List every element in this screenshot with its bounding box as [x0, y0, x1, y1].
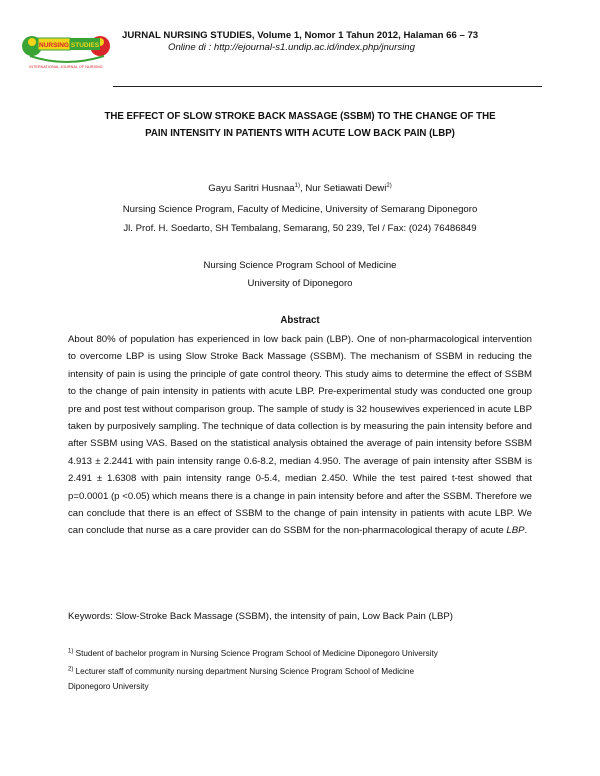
- journal-url: Online di : http://ejournal-s1.undip.ac.id/index.php/jnursing: [168, 42, 415, 53]
- abstract-end: .: [524, 525, 528, 537]
- abstract-italic: LBP: [506, 525, 525, 537]
- journal-citation: JURNAL NURSING STUDIES, Volume 1, Nomor 1 Tahun 2012, Halaman 66 – 73: [122, 30, 479, 41]
- journal-logo: [20, 22, 110, 96]
- logo-word2: STUDIES: [70, 42, 100, 49]
- footnote-1-text: Student of bachelor program in Nursing Science Program School of Medicine Diponegoro University: [73, 649, 438, 658]
- footnote-1-mark: 1): [68, 648, 74, 655]
- footnote-2-text-line-2: Diponegoro University: [68, 682, 149, 691]
- title-line-1: THE EFFECT OF SLOW STROKE BACK MASSAGE (SSBM) TO THE CHANGE OF THE: [104, 111, 496, 122]
- abstract-body: [68, 331, 532, 540]
- address: Jl. Prof. H. Soedarto, SH Tembalang, Semarang, 50 239, Tel / Fax: (024) 76486849: [123, 223, 477, 234]
- paper-title: [68, 108, 532, 142]
- title-line-2: PAIN INTENSITY IN PATIENTS WITH ACUTE LOW BACK PAIN (LBP): [145, 128, 455, 139]
- author-2-mark: 2): [386, 182, 392, 189]
- abstract-text: About 80% of population has experienced in low back pain (LBP). One of non-pharmacological intervention to overcome LBP is using Slow Stroke Back Massage (SSBM). The mechanism of SSBM in reducing the intensity of pain is using the principle of gate control theory. This study aims to determine the effect of SSBM to the change of pain intensity in patients with acute LBP. Pre-experimental study was conducted one group pre and post test without comparison group. The sample of study is 32 housewives experienced in acute LBP taken by purposively sampling. The technique of data collection is by measuring the pain intensity before and after SSBM using VAS. Based on the statistical analysis obtained the average of pain intensity before SSBM 4.913 ± 2.2441 with pain intensity range 0.6-8.2, median 4.950. The average of pain intensity after SSBM is 2.491 ± 1.6308 with pain intensity range 0-5.4, median 2.450. While the test paired t-test showed that p=0.0001 (p <0.05) which means there is a change in pain intensity before and after the SSBM. Therefore we can conclude that there is an effect of SSBM to the change of pain intensity in patients with acute LBP. We can conclude that nurse as a care provider can do SSBM for the non-pharmacological therapy of acute: [68, 334, 532, 537]
- affiliation-2-line-1: Nursing Science Program School of Medicine: [203, 260, 397, 271]
- logo-swoosh: [30, 56, 104, 62]
- footnote-2: [68, 664, 414, 694]
- affiliation-1: Nursing Science Program, Faculty of Medicine, University of Semarang Diponegoro: [122, 204, 478, 215]
- author-1-mark: 1): [294, 182, 300, 189]
- logo-subtitle: INTERNATIONAL JOURNAL OF NURSING: [29, 65, 103, 69]
- author-1: Gayu Saritri Husnaa: [208, 183, 295, 194]
- logo-figure-left-head: [28, 38, 36, 46]
- footnote-2-text: Lecturer staff of community nursing department Nursing Science Program School of Medicine: [73, 667, 415, 676]
- abstract-heading: Abstract: [280, 315, 320, 326]
- logo-word1: NURSING: [39, 42, 69, 49]
- journal-logo-graphic: [20, 22, 110, 96]
- header-divider: [113, 86, 542, 87]
- authors: [40, 183, 560, 194]
- footnote-2-mark: 2): [68, 666, 74, 673]
- footnote-1: [68, 646, 438, 661]
- author-2: , Nur Setiawati Dewi: [300, 183, 387, 194]
- keywords: Keywords: Slow-Stroke Back Massage (SSBM), the intensity of pain, Low Back Pain (LBP): [68, 611, 453, 622]
- affiliation-2-line-2: University of Diponegoro: [247, 278, 353, 289]
